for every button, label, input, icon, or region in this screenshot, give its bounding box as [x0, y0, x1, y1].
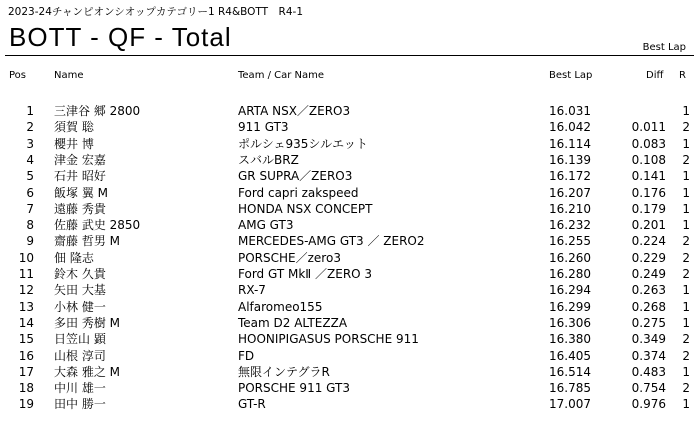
- table-row: [0, 185, 700, 201]
- round-cell: 2: [682, 267, 690, 281]
- best-lap-cell: 16.031: [549, 104, 591, 118]
- driver-name-cell: 櫻井 博: [54, 136, 94, 151]
- diff-cell: 0.275: [631, 315, 666, 330]
- round-cell: 2: [682, 120, 690, 135]
- table-row: [0, 250, 700, 266]
- round-cell: 1: [682, 136, 690, 151]
- driver-name-cell: 齋藤 哲男 M: [54, 234, 120, 249]
- car-name-cell: Ford capri zakspeed: [238, 185, 359, 200]
- diff-cell: 0.179: [631, 201, 666, 216]
- best-lap-cell: 16.294: [549, 283, 591, 298]
- header-pos: Pos: [9, 70, 27, 81]
- round-cell: 1: [682, 299, 690, 314]
- driver-name-cell: 鈴木 久貴: [54, 267, 106, 281]
- diff-cell: 0.229: [631, 250, 666, 265]
- position-cell: 6: [26, 185, 34, 200]
- best-lap-cell: 16.114: [549, 136, 591, 151]
- driver-name-cell: 石井 昭好: [54, 169, 106, 184]
- diff-cell: 0.374: [631, 348, 666, 363]
- diff-cell: 0.141: [631, 169, 666, 184]
- position-cell: 12: [18, 283, 34, 298]
- table-row: [0, 217, 700, 233]
- table-row: [0, 136, 700, 152]
- header-best-lap: Best Lap: [549, 70, 593, 81]
- diff-cell: 0.263: [631, 283, 666, 298]
- sort-label: Best Lap: [642, 42, 686, 53]
- diff-cell: 0.483: [631, 364, 666, 379]
- driver-name-cell: 飯塚 翼 M: [54, 185, 108, 200]
- diff-cell: 0.976: [631, 397, 666, 412]
- table-row: [0, 103, 700, 119]
- position-cell: 13: [18, 299, 34, 314]
- driver-name-cell: 津金 宏嘉: [54, 152, 106, 167]
- car-name-cell: AMG GT3: [238, 218, 294, 233]
- table-row: [0, 315, 700, 331]
- best-lap-cell: 16.280: [549, 267, 591, 281]
- round-cell: 1: [682, 201, 690, 216]
- best-lap-cell: 16.042: [549, 120, 591, 135]
- best-lap-cell: 16.514: [549, 364, 591, 379]
- title-divider: [5, 55, 694, 56]
- diff-cell: 0.268: [631, 299, 666, 314]
- round-cell: 2: [682, 234, 690, 249]
- position-cell: 14: [18, 315, 34, 330]
- table-row: [0, 380, 700, 396]
- best-lap-cell: 16.380: [549, 332, 591, 347]
- best-lap-cell: 16.306: [549, 315, 591, 330]
- table-row: [0, 266, 700, 282]
- car-name-cell: GT-R: [238, 397, 266, 412]
- position-cell: 1: [26, 104, 34, 118]
- round-cell: 1: [682, 169, 690, 184]
- diff-cell: 0.201: [631, 218, 666, 233]
- car-name-cell: PORSCHE／zero3: [238, 250, 341, 265]
- driver-name-cell: 三津谷 郷 2800: [54, 104, 141, 118]
- event-subtitle: 2023-24チャンピオンシオップカテゴリー1 R4&BOTT R4-1: [8, 6, 304, 18]
- car-name-cell: Alfaromeo155: [238, 299, 323, 314]
- header-name: Name: [54, 70, 84, 81]
- table-row: [0, 152, 700, 168]
- best-lap-cell: 16.405: [549, 348, 591, 363]
- best-lap-cell: 16.139: [549, 152, 591, 167]
- table-row: [0, 201, 700, 217]
- diff-cell: 0.224: [631, 234, 666, 249]
- position-cell: 16: [18, 348, 34, 363]
- best-lap-cell: 16.207: [549, 185, 591, 200]
- driver-name-cell: 山根 淳司: [54, 348, 106, 363]
- driver-name-cell: 中川 雄一: [54, 381, 106, 396]
- round-cell: 2: [682, 381, 690, 396]
- table-row: [0, 168, 700, 184]
- table-row: [0, 396, 700, 412]
- best-lap-cell: 16.232: [549, 218, 591, 233]
- position-cell: 5: [26, 169, 34, 184]
- table-row: [0, 364, 700, 380]
- driver-name-cell: 須賀 聡: [54, 120, 94, 135]
- page-title: BOTT - QF - Total: [9, 22, 232, 52]
- car-name-cell: スバルBRZ: [238, 152, 299, 167]
- driver-name-cell: 多田 秀樹 M: [54, 315, 120, 330]
- driver-name-cell: 日笠山 顕: [54, 332, 106, 347]
- diff-cell: 0.349: [631, 332, 666, 347]
- best-lap-cell: 16.299: [549, 299, 591, 314]
- diff-cell: 0.083: [631, 136, 666, 151]
- position-cell: 9: [26, 234, 34, 249]
- driver-name-cell: 遠藤 秀貴: [54, 201, 106, 216]
- diff-cell: 0.754: [631, 381, 666, 396]
- table-row: [0, 119, 700, 135]
- position-cell: 2: [26, 120, 34, 135]
- car-name-cell: ポルシェ935シルエット: [238, 136, 368, 151]
- round-cell: 2: [682, 332, 690, 347]
- table-row: [0, 331, 700, 347]
- best-lap-cell: 17.007: [549, 397, 591, 412]
- car-name-cell: Team D2 ALTEZZA: [238, 315, 348, 330]
- driver-name-cell: 小林 健一: [54, 299, 106, 314]
- round-cell: 2: [682, 152, 690, 167]
- driver-name-cell: 佐藤 武史 2850: [54, 218, 141, 233]
- position-cell: 8: [26, 218, 34, 233]
- header-r: R: [679, 70, 686, 81]
- position-cell: 18: [18, 381, 34, 396]
- diff-cell: 0.176: [631, 185, 666, 200]
- driver-name-cell: 大森 雅之 M: [54, 364, 120, 379]
- diff-cell: 0.108: [631, 152, 666, 167]
- round-cell: 1: [682, 397, 690, 412]
- best-lap-cell: 16.785: [549, 381, 591, 396]
- table-row: [0, 299, 700, 315]
- car-name-cell: MERCEDES-AMG GT3 ／ ZERO2: [238, 234, 425, 249]
- car-name-cell: ARTA NSX／ZERO3: [238, 104, 351, 118]
- round-cell: 1: [682, 185, 690, 200]
- round-cell: 1: [682, 104, 690, 118]
- driver-name-cell: 田中 勝一: [54, 397, 106, 412]
- driver-name-cell: 佃 隆志: [54, 250, 94, 265]
- best-lap-cell: 16.260: [549, 250, 591, 265]
- car-name-cell: 無限インテグラR: [238, 364, 330, 379]
- diff-cell: 0.249: [631, 267, 666, 281]
- header-diff: Diff: [646, 70, 664, 81]
- position-cell: 15: [18, 332, 34, 347]
- header-car: Team / Car Name: [238, 70, 325, 81]
- car-name-cell: 911 GT3: [238, 120, 289, 135]
- table-row: [0, 348, 700, 364]
- car-name-cell: FD: [238, 348, 255, 363]
- diff-cell: 0.011: [631, 120, 666, 135]
- round-cell: 1: [682, 364, 690, 379]
- car-name-cell: HONDA NSX CONCEPT: [238, 201, 373, 216]
- car-name-cell: HOONIPIGASUS PORSCHE 911: [238, 332, 419, 347]
- position-cell: 4: [26, 152, 34, 167]
- round-cell: 2: [682, 348, 690, 363]
- best-lap-cell: 16.255: [549, 234, 591, 249]
- round-cell: 1: [682, 218, 690, 233]
- position-cell: 10: [18, 250, 34, 265]
- table-row: [0, 282, 700, 298]
- position-cell: 17: [18, 364, 34, 379]
- car-name-cell: Ford GT MkⅡ ／ZERO 3: [238, 267, 373, 281]
- position-cell: 7: [26, 201, 34, 216]
- best-lap-cell: 16.172: [549, 169, 591, 184]
- driver-name-cell: 矢田 大基: [54, 283, 106, 298]
- position-cell: 11: [18, 267, 34, 281]
- car-name-cell: RX-7: [238, 283, 266, 298]
- table-row: [0, 233, 700, 249]
- round-cell: 2: [682, 250, 690, 265]
- round-cell: 1: [682, 283, 690, 298]
- best-lap-cell: 16.210: [549, 201, 591, 216]
- round-cell: 1: [682, 315, 690, 330]
- position-cell: 19: [18, 397, 34, 412]
- car-name-cell: GR SUPRA／ZERO3: [238, 169, 353, 184]
- car-name-cell: PORSCHE 911 GT3: [238, 381, 350, 396]
- position-cell: 3: [26, 136, 34, 151]
